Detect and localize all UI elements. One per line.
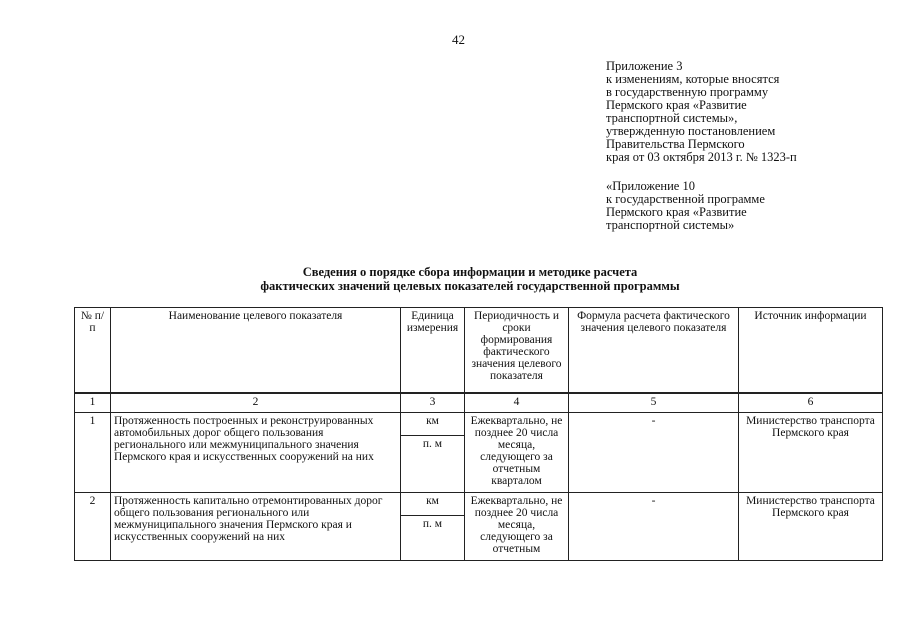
appendix-line: Приложение 3	[606, 59, 683, 73]
appendix-line: в государственную программу	[606, 85, 769, 99]
header-name: Наименование целевого показателя	[111, 308, 401, 394]
row-unit: п. м	[401, 436, 465, 493]
row-name: Протяженность капитально отремонтированных дорог общего пользования регионального или межмуниципального значения Пермского края и искусственных сооружений на них	[111, 493, 401, 561]
column-number: 5	[569, 393, 739, 413]
row-unit: км	[401, 493, 465, 516]
column-number: 2	[111, 393, 401, 413]
row-period: Ежеквартально, не позднее 20 числа месяца, следующего за отчетным	[465, 493, 569, 561]
row-unit: км	[401, 413, 465, 436]
row-num: 2	[75, 493, 111, 561]
title-line-1: Сведения о порядке сбора информации и методике расчета	[302, 265, 638, 279]
appendix-block	[606, 60, 896, 232]
appendix-sub-line: к государственной программе	[606, 192, 765, 206]
header-unit: Единица измерения	[401, 308, 465, 394]
column-number-row	[75, 393, 883, 413]
table-row	[75, 413, 883, 436]
column-number: 3	[401, 393, 465, 413]
column-number: 4	[465, 393, 569, 413]
appendix-sub-line: Пермского края «Развитие	[606, 205, 747, 219]
row-formula: -	[569, 413, 739, 493]
appendix-sub-line: «Приложение 10	[606, 179, 695, 193]
table-header-row	[75, 308, 883, 394]
appendix-line: транспортной системы»,	[606, 111, 738, 125]
row-source: Министерство транспорта Пермского края	[739, 493, 883, 561]
row-period: Ежеквартально, не позднее 20 числа месяца, следующего за отчетным кварталом	[465, 413, 569, 493]
table-row	[75, 493, 883, 516]
column-number: 1	[75, 393, 111, 413]
title-line-2: фактических значений целевых показателей государственной программы	[260, 279, 680, 293]
row-num: 1	[75, 413, 111, 493]
header-num: № п/п	[75, 308, 111, 394]
appendix-line: утвержденную постановлением	[606, 124, 776, 138]
header-period: Периодичность и сроки формирования фактического значения целевого показателя	[465, 308, 569, 394]
appendix-line: Правительства Пермского	[606, 137, 745, 151]
appendix-line: Пермского края «Развитие	[606, 98, 747, 112]
header-formula: Формула расчета фактического значения целевого показателя	[569, 308, 739, 394]
page-number: 42	[452, 32, 465, 47]
appendix-sub-line: транспортной системы»	[606, 218, 735, 232]
column-number: 6	[739, 393, 883, 413]
row-name: Протяженность построенных и реконструированных автомобильных дорог общего пользования регионального или межмуниципального значения Пермского края и искусственных сооружений на них	[111, 413, 401, 493]
header-source: Источник информации	[739, 308, 883, 394]
indicators-table	[74, 307, 883, 561]
row-unit: п. м	[401, 516, 465, 561]
appendix-line: к изменениям, которые вносятся	[606, 72, 780, 86]
appendix-line: края от 03 октября 2013 г. № 1323-п	[606, 150, 797, 164]
document-title	[150, 265, 790, 293]
row-source: Министерство транспорта Пермского края	[739, 413, 883, 493]
row-formula: -	[569, 493, 739, 561]
